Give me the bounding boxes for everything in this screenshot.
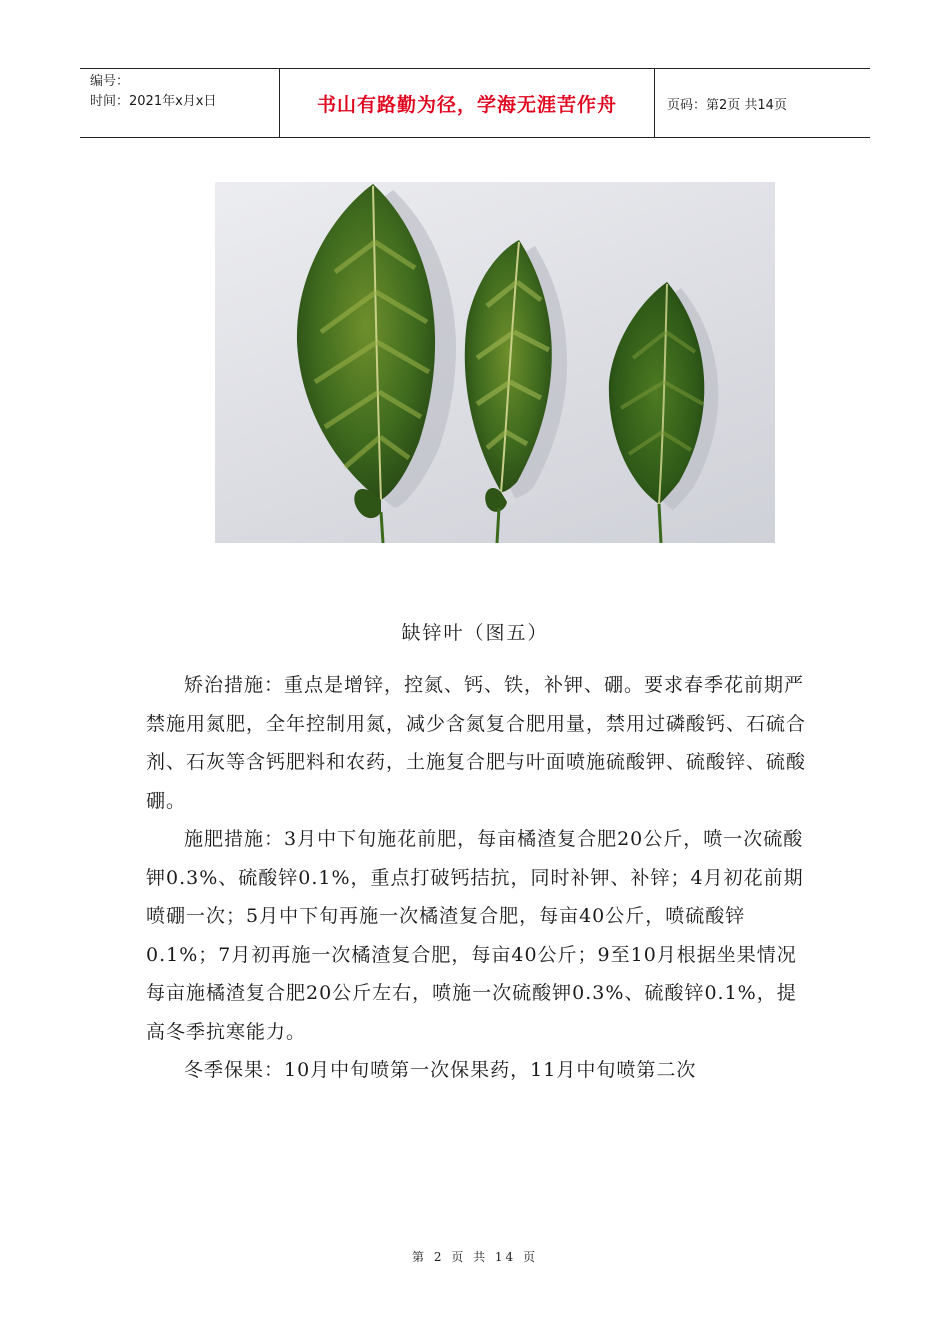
page-footer: 第 2 页 共 14 页 — [412, 1250, 538, 1264]
body-text — [146, 666, 806, 1090]
header-page-label: 页码：第2页 共14页 — [667, 97, 787, 113]
header-motto: 书山有路勤为径，学海无涯苦作舟 — [280, 69, 655, 137]
number-label: 编号： — [90, 74, 130, 89]
leaves-illustration — [215, 182, 775, 543]
paragraph-winter-fruit-protection: 冬季保果：10月中旬喷第一次保果药，11月中旬喷第二次 — [184, 1059, 697, 1081]
header-meta — [80, 69, 280, 137]
figure-caption: 缺锌叶（图五） — [401, 622, 549, 644]
zinc-deficiency-leaves-photo — [215, 182, 775, 543]
date-label: 时间：2021年x月x日 — [90, 94, 217, 109]
paragraph-fertilization-measures: 施肥措施：3月中下旬施花前肥，每亩橘渣复合肥20公斤，喷一次硫酸钾0.3%、硫酸锌0.1%，重点打破钙拮抗，同时补钾、补锌；4月初花前期喷硼一次；5月中下旬再施一次橘渣复合肥，每亩40公斤，喷硫酸锌0.1%；7月初再施一次橘渣复合肥，每亩40公斤；9至10月根据坐果情况每亩施橘渣复合肥20公斤左右，喷施一次硫酸钾0.3%、硫酸锌0.1%，提高冬季抗寒能力。 — [146, 828, 804, 1043]
page-header — [80, 68, 870, 138]
paragraph-correction-measures: 矫治措施：重点是增锌，控氮、钙、铁，补钾、硼。要求春季花前期严禁施用氮肥，全年控制用氮，减少含氮复合肥用量，禁用过磷酸钙、石硫合剂、石灰等含钙肥料和农药，土施复合肥与叶面喷施硫酸钾、硫酸锌、硫酸硼。 — [146, 674, 807, 812]
